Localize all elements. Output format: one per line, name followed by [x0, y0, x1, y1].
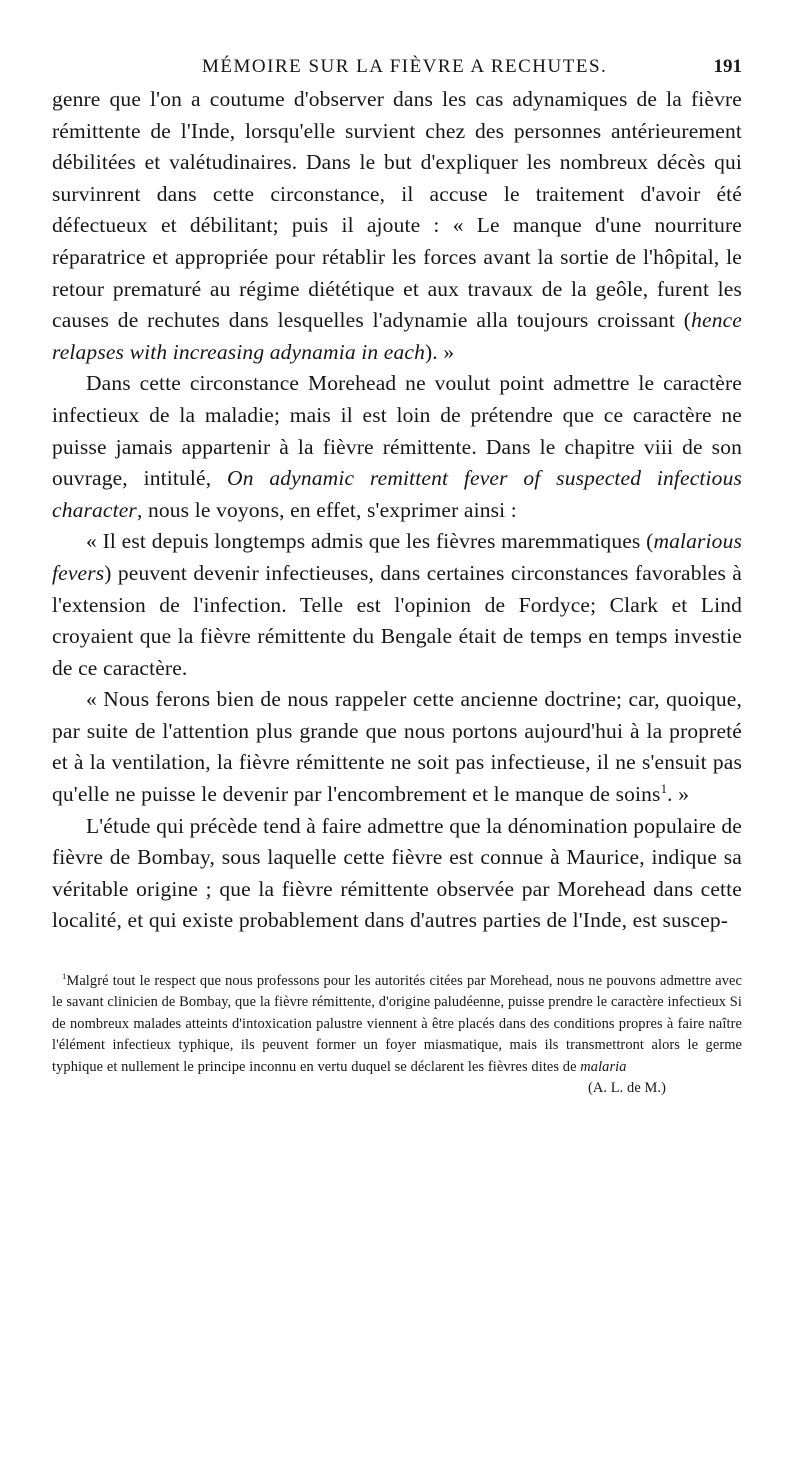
footnote-italic: malaria: [580, 1058, 627, 1075]
footnote-marker: 1: [62, 971, 67, 982]
running-header: [52, 56, 742, 78]
paragraph-1: [52, 84, 742, 368]
footnote-signature: (A. L. de M.): [587, 1080, 666, 1097]
paragraph-5: L'étude qui précède tend à faire admettre que la dénomination populaire de fièvre de Bombay, sous laquelle cette fièvre est connue à Maurice, indique sa véritable origine ; que la fièvre rémittente observée par Morehead dans cette localité, et qui existe probablement dans d'autres parties de l'Inde, est suscep-: [52, 813, 742, 933]
running-title: MÉMOIRE SUR LA FIÈVRE A RECHUTES.: [202, 56, 608, 77]
footnote-reference[interactable]: 1: [660, 781, 668, 796]
paragraph-2-text: Dans cette circonstance Morehead ne voulut point admettre le caractère infectieux de la maladie; mais il est loin de prétendre que ce caractère ne puisse jamais appartenir à la fièvre rémittente. Dans le chapitre viii de son ouvrage, intitulé,: [52, 371, 742, 491]
footnotes: [52, 971, 742, 1097]
paragraph-1-end: ). »: [425, 339, 455, 364]
page-number: 191: [713, 56, 742, 77]
paragraph-2-end: , nous le voyons, en effet, s'exprimer ainsi :: [136, 497, 517, 522]
body-text: [52, 84, 742, 937]
paragraph-4-text: « Nous ferons bien de nous rappeler cette ancienne doctrine; car, quoique, par suite de l'attention plus grande que nous portons aujourd'hui à la propreté et à la ventilation, la fièvre rémittente ne soit pas infectieuse, il ne s'ensuit pas qu'elle ne puisse le devenir par l'encombrement et le manque de soins: [52, 687, 742, 807]
document-page: [52, 56, 742, 1099]
paragraph-2-italic: On adynamic remittent fever of suspected infectious character: [52, 466, 742, 522]
paragraph-4-end: . »: [667, 782, 690, 807]
paragraph-3-end: ) peuvent devenir infectieuses, dans certaines circonstances favorables à l'extension de l'infection. Telle est l'opinion de Fordyce; Clark et Lind croyaient que la fièvre rémittente du Bengale était de temps en temps investie de ce caractère.: [52, 560, 742, 680]
paragraph-3-text: « Il est depuis longtemps admis que les fièvres maremmatiques (: [86, 529, 654, 554]
paragraph-4: [52, 684, 742, 810]
paragraph-1-text: genre que l'on a coutume d'observer dans les cas adynamiques de la fièvre rémittente de l'Inde, lorsqu'elle survient chez des personnes antérieurement débilitées et valétudinaires. Dans le but d'expliquer les nombreux décès qui survinrent dans cette circonstance, il accuse le traitement d'avoir été défectueux et débilitant; puis il ajoute : « Le manque d'une nourriture réparatrice et appropriée pour rétablir les forces avant la sortie de l'hôpital, le retour prematuré au régime diététique et aux travaux de la geôle, furent les causes de rechutes dans lesquelles l'adynamie alla toujours croissant (: [52, 87, 742, 333]
paragraph-3: [52, 526, 742, 684]
paragraph-3-italic: malarious fevers: [52, 529, 742, 585]
footnote-1: [52, 971, 742, 1097]
footnote-text: Malgré tout le respect que nous professons pour les autorités citées par Morehead, nous ne pouvons admettre avec le savant clinicien de Bombay, que la fièvre rémittente, d'origine paludéenne, puisse prendre le caractère infectieux Si de nombreux malades atteints d'intoxication palustre viennent à être placés dans des conditions propres à faire naître l'élément infectieux typhique, ils peuvent former un foyer miasmatique, mais ils transmettront alors le germe typhique et nullement le principe inconnu en vertu duquel se déclarent les fièvres dites de: [52, 973, 742, 1075]
paragraph-2: [52, 368, 742, 526]
paragraph-1-italic: hence relapses with increasing adynamia in each: [52, 308, 742, 364]
